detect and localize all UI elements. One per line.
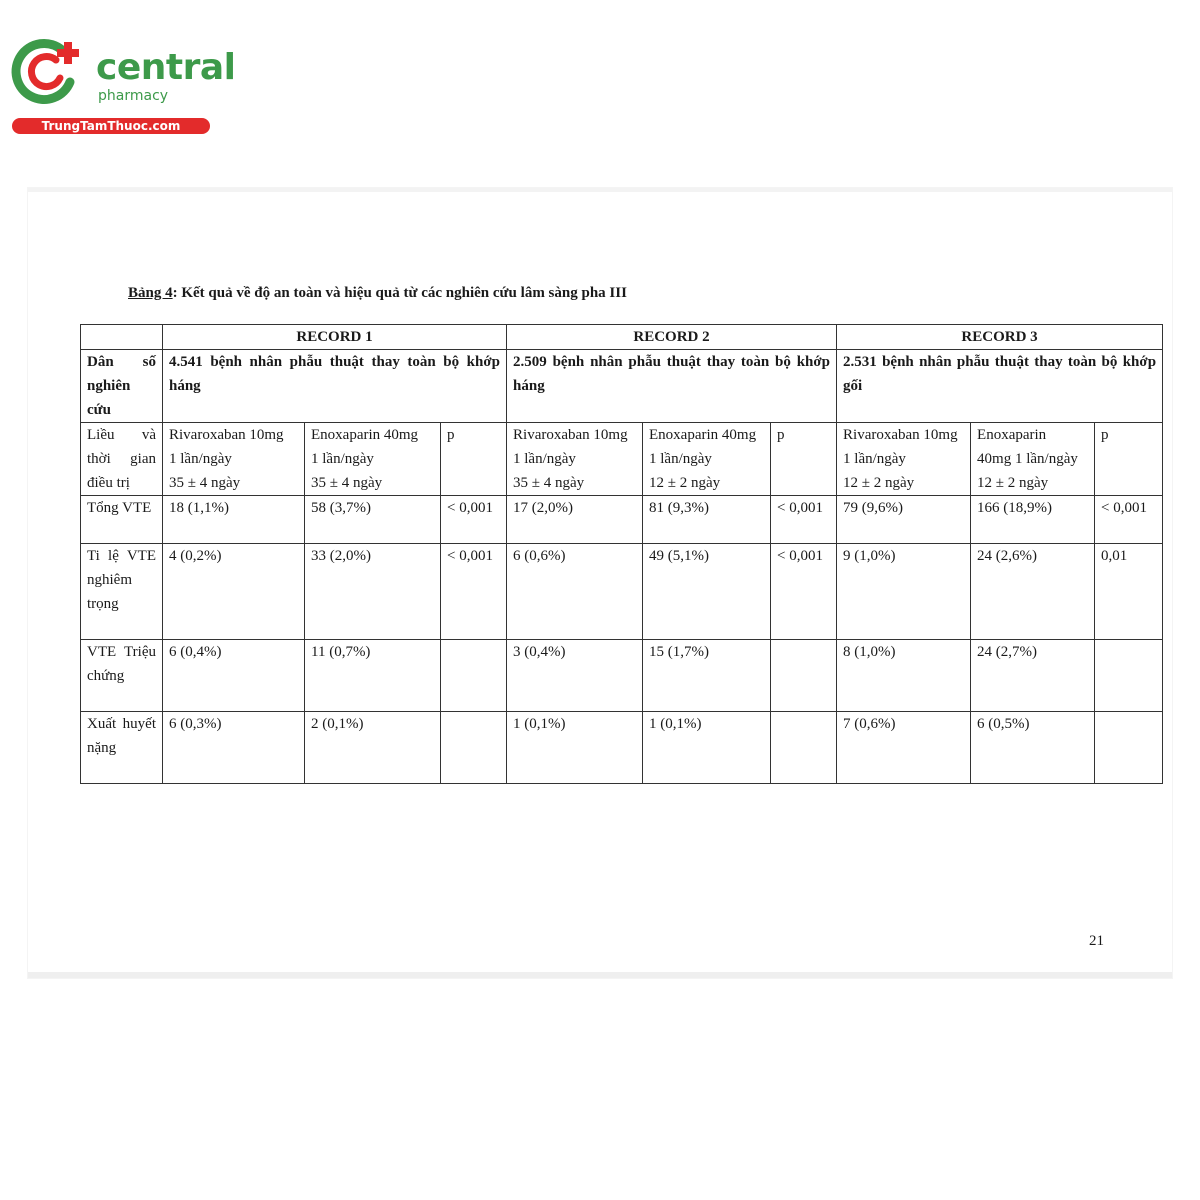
dose-line: p [447, 427, 455, 443]
study-header-row [81, 325, 1163, 350]
table-cell: 81 (9,3%) [643, 496, 771, 544]
dose-line: 40mg 1 lần/ngày [977, 451, 1078, 467]
dose-line: 1 lần/ngày [649, 451, 712, 467]
table-cell: < 0,001 [771, 496, 837, 544]
table-cell: < 0,001 [441, 496, 507, 544]
header-empty-cell [81, 325, 163, 350]
dose-line: 1 lần/ngày [843, 451, 906, 467]
row-label: Tổng VTE [81, 496, 163, 544]
table-cell: 3 (0,4%) [507, 640, 643, 712]
study-header: RECORD 3 [837, 325, 1163, 350]
table-cell [441, 640, 507, 712]
dose-cell [771, 423, 837, 496]
caption-text: : Kết quả về độ an toàn và hiệu quả từ các nghiên cứu lâm sàng pha III [172, 285, 627, 301]
table-cell: 18 (1,1%) [163, 496, 305, 544]
dose-line: 35 ± 4 ngày [169, 475, 241, 491]
table-cell: 1 (0,1%) [643, 712, 771, 784]
table-cell: 11 (0,7%) [305, 640, 441, 712]
table-cell: 33 (2,0%) [305, 544, 441, 640]
table-cell: < 0,001 [771, 544, 837, 640]
table-row [81, 496, 1163, 544]
dose-line: 12 ± 2 ngày [843, 475, 915, 491]
dose-cell [507, 423, 643, 496]
table-cell [771, 712, 837, 784]
table-cell: 58 (3,7%) [305, 496, 441, 544]
dose-line: Enoxaparin [977, 427, 1047, 443]
table-row [81, 544, 1163, 640]
dose-cell [163, 423, 305, 496]
table-cell [771, 640, 837, 712]
population-cell: 2.531 bệnh nhân phẫu thuật thay toàn bộ khớp gối [837, 350, 1163, 423]
table-cell: 1 (0,1%) [507, 712, 643, 784]
dose-cell [971, 423, 1095, 496]
row-label: Xuất huyết nặng [81, 712, 163, 784]
table-cell [1095, 640, 1163, 712]
table-cell: 6 (0,3%) [163, 712, 305, 784]
population-cell: 4.541 bệnh nhân phẫu thuật thay toàn bộ khớp háng [163, 350, 507, 423]
logo-sub-text: pharmacy [98, 88, 169, 104]
table-cell: 0,01 [1095, 544, 1163, 640]
table-row [81, 712, 1163, 784]
dose-line: 35 ± 4 ngày [513, 475, 585, 491]
dose-cell [305, 423, 441, 496]
table-cell: 6 (0,6%) [507, 544, 643, 640]
table-cell: 6 (0,5%) [971, 712, 1095, 784]
dose-line: 12 ± 2 ngày [649, 475, 721, 491]
row-label: Liều và thời gian điều trị [81, 423, 163, 496]
table-cell: 7 (0,6%) [837, 712, 971, 784]
row-label: Ti lệ VTE nghiêm trọng [81, 544, 163, 640]
logo-site-badge: TrungTamThuoc.com [12, 118, 210, 134]
table-cell: 24 (2,7%) [971, 640, 1095, 712]
table-cell: < 0,001 [441, 544, 507, 640]
population-row [81, 350, 1163, 423]
table-cell: < 0,001 [1095, 496, 1163, 544]
dose-line: 35 ± 4 ngày [311, 475, 383, 491]
table-cell: 79 (9,6%) [837, 496, 971, 544]
logo-brand-text: central [96, 47, 236, 88]
brand-logo [10, 36, 236, 136]
table-cell: 49 (5,1%) [643, 544, 771, 640]
table-cell: 166 (18,9%) [971, 496, 1095, 544]
dose-line: Rivaroxaban 10mg [843, 427, 958, 443]
table-cell: 8 (1,0%) [837, 640, 971, 712]
table-cell: 17 (2,0%) [507, 496, 643, 544]
dose-line: Enoxaparin 40mg [311, 427, 419, 443]
table-row [81, 640, 1163, 712]
scanned-document-page [28, 188, 1172, 978]
dose-line: 1 lần/ngày [513, 451, 576, 467]
study-header: RECORD 2 [507, 325, 837, 350]
table-cell: 24 (2,6%) [971, 544, 1095, 640]
dose-line: Enoxaparin 40mg [649, 427, 757, 443]
dose-cell [441, 423, 507, 496]
table-cell: 6 (0,4%) [163, 640, 305, 712]
table-cell: 15 (1,7%) [643, 640, 771, 712]
table-cell [441, 712, 507, 784]
dose-cell [837, 423, 971, 496]
central-pharmacy-logo-icon [10, 36, 90, 108]
dose-line: Rivaroxaban 10mg [169, 427, 284, 443]
dose-line: p [1101, 427, 1109, 443]
row-label: Dân số nghiên cứu [81, 350, 163, 423]
results-table [80, 324, 1163, 784]
caption-label: Bảng 4 [128, 285, 173, 301]
dose-line: 12 ± 2 ngày [977, 475, 1049, 491]
table-cell: 2 (0,1%) [305, 712, 441, 784]
row-label: VTE Triệu chứng [81, 640, 163, 712]
table-cell: 4 (0,2%) [163, 544, 305, 640]
population-cell: 2.509 bệnh nhân phẫu thuật thay toàn bộ khớp háng [507, 350, 837, 423]
dose-row [81, 423, 1163, 496]
dose-line: 1 lần/ngày [311, 451, 374, 467]
table-caption [128, 285, 627, 302]
page-number: 21 [1089, 933, 1104, 949]
table-cell: 9 (1,0%) [837, 544, 971, 640]
dose-cell [643, 423, 771, 496]
dose-line: 1 lần/ngày [169, 451, 232, 467]
study-header: RECORD 1 [163, 325, 507, 350]
table-cell [1095, 712, 1163, 784]
dose-line: Rivaroxaban 10mg [513, 427, 628, 443]
dose-cell [1095, 423, 1163, 496]
dose-line: p [777, 427, 785, 443]
